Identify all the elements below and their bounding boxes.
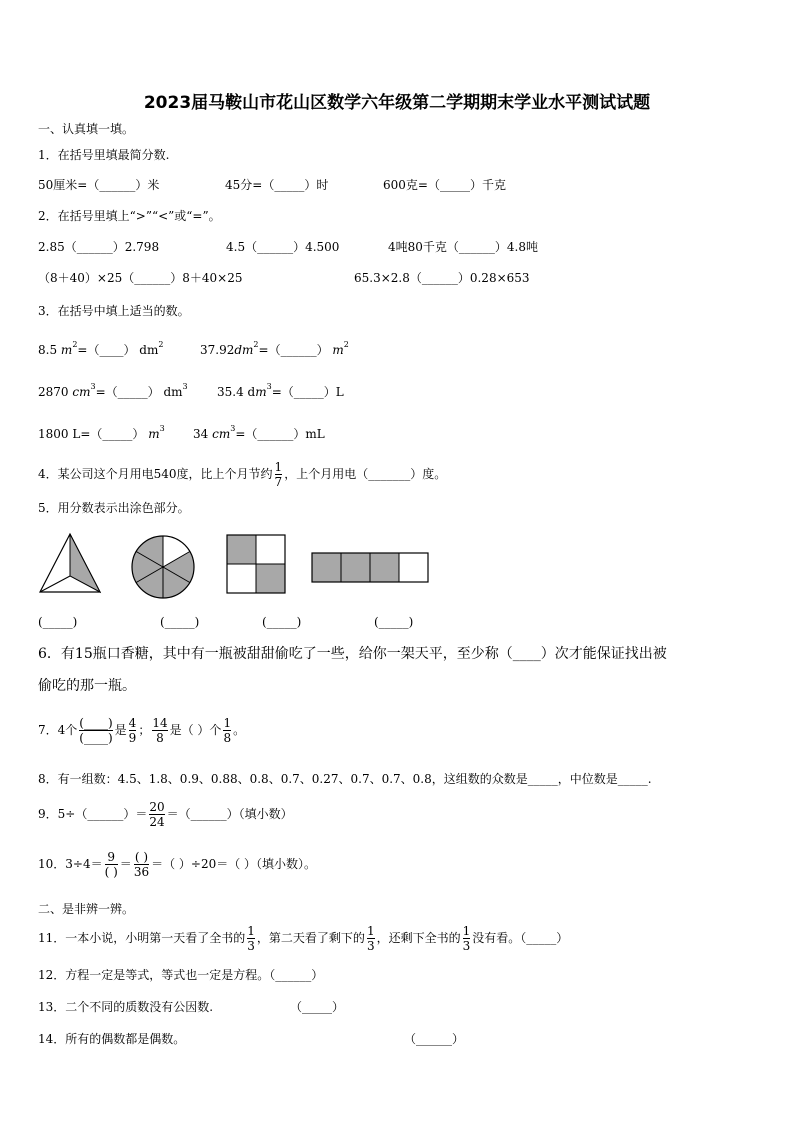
q7-fraction-4-9: [129, 716, 137, 745]
q11-text: ，还剩下全书的: [376, 931, 461, 945]
denominator: 24: [149, 815, 165, 829]
q2-label: 2．在括号里填上“>”“<”或“=”。: [38, 209, 221, 223]
unit-dm: dm: [163, 385, 183, 399]
q11-fraction-c: [463, 924, 471, 953]
numerator: 1: [274, 460, 283, 474]
q3-blank: 1800 L=（_____）: [38, 427, 145, 441]
q13-blank: （_____）: [290, 1000, 345, 1014]
unit-cm: cm: [72, 385, 91, 399]
q3-blank: =（______）: [258, 343, 329, 357]
q3-row1-left: [38, 342, 163, 360]
q3-row3-right: [193, 426, 325, 444]
q2-item-d: （8＋40）×25（______）8＋40×25: [38, 271, 243, 285]
q1-item-b: 45分=（_____）时: [225, 178, 329, 192]
exp-2: 2: [72, 340, 78, 349]
denominator: 3: [366, 939, 375, 953]
q3-value: 8.5: [38, 343, 58, 357]
numerator: 1: [223, 716, 232, 730]
q14-line: 14．所有的偶数都是偶数。: [38, 1032, 186, 1046]
square-grid-figure: [225, 533, 289, 597]
q3-blank: =（_____）L: [271, 385, 344, 399]
page-title: 2023届马鞍山市花山区数学六年级第二学期期末学业水平测试试题: [143, 93, 651, 113]
q9-line: [38, 794, 293, 834]
numerator: (____): [79, 716, 113, 730]
numerator: 20: [149, 800, 165, 814]
triangle-figure: [36, 528, 104, 598]
q10-text-pre: 10．3÷4＝: [38, 857, 103, 871]
q3-blank: =（____）: [77, 343, 136, 357]
q7-line: [38, 708, 245, 752]
exp-3: 3: [90, 382, 96, 391]
q6-line-2: 偷吃的那一瓶。: [38, 678, 136, 694]
q3-blank: =（______）mL: [235, 427, 325, 441]
denominator: 3: [247, 939, 255, 953]
q7-text: 是（ ）个: [169, 723, 222, 737]
q7-text-post: 。: [233, 723, 246, 737]
q2-item-a: 2.85（______）2.798: [38, 240, 160, 254]
q2-item-b: 4.5（______）4.500: [226, 240, 340, 254]
q7-text: 是: [114, 723, 127, 737]
bar-strip-figure: [310, 551, 430, 585]
q3-value: 2870: [38, 385, 69, 399]
q11-line: [38, 918, 568, 958]
q7-separator: ；: [138, 723, 151, 737]
q3-value: 35.4: [217, 385, 244, 399]
q5-blank-4: (_____): [374, 615, 414, 629]
q3-value: 34: [193, 427, 209, 441]
q10-fraction-2: [134, 850, 149, 879]
q7-fraction-1-8: [223, 716, 231, 745]
unit-m: m: [148, 427, 160, 441]
q3-row2-right: [217, 384, 344, 402]
numerator: 1: [462, 924, 471, 938]
denominator: 8: [223, 731, 232, 745]
q5-label: 5．用分数表示出涂色部分。: [38, 501, 190, 515]
q10-equals: ＝: [119, 857, 132, 871]
q11-fraction-b: [367, 924, 375, 953]
q5-blank-1: (_____): [38, 615, 78, 629]
q3-label: 3．在括号中填上适当的数。: [38, 304, 190, 318]
denominator: (____): [79, 731, 113, 745]
exp-2: 2: [253, 340, 259, 349]
denominator: 7: [274, 475, 283, 489]
q4-text-pre: 4．某公司这个月用电540度，比上个月节约: [38, 467, 273, 481]
q5-blank-2: (_____): [160, 615, 200, 629]
circle-figure: [128, 532, 198, 602]
numerator: 14: [152, 716, 168, 730]
q11-text-post: 没有看。（_____）: [472, 931, 569, 945]
q14-blank: （______）: [404, 1032, 465, 1046]
numerator: 4: [128, 716, 137, 730]
unit-m: m: [60, 343, 73, 357]
q10-text-post: ＝（ ）÷20＝（ ）（填小数）。: [151, 857, 317, 871]
q12-line: 12．方程一定是等式，等式也一定是方程。（______）: [38, 968, 324, 982]
unit-m: m: [255, 385, 267, 399]
q10-fraction-1: [105, 850, 118, 879]
q5-blank-3: (_____): [262, 615, 302, 629]
numerator: ( ): [134, 850, 149, 864]
q7-text-pre: 7．4个: [38, 723, 78, 737]
numerator: 9: [107, 850, 116, 864]
q7-fraction-blank: [79, 716, 112, 745]
q3-blank: =（_____）: [95, 385, 160, 399]
q3-row1-right: [200, 342, 349, 360]
q3-row2-left: [38, 384, 188, 402]
denominator: 36: [133, 865, 150, 879]
q8-line: 8．有一组数：4.5、1.8、0.9、0.88、0.8、0.7、0.27、0.7、0.7、0.8，这组数的众数是_____，中位数是_____.: [38, 772, 652, 786]
numerator: 1: [366, 924, 375, 938]
numerator: 1: [247, 924, 255, 938]
exp-3: 3: [230, 424, 236, 433]
unit-m: m: [332, 343, 344, 357]
exp-3: 3: [182, 382, 188, 391]
denominator: 9: [128, 731, 137, 745]
q3-row3-left: [38, 426, 165, 444]
q11-text-pre: 11．一本小说，小明第一天看了全书的: [38, 931, 246, 945]
q4-line: [38, 454, 446, 494]
section-2-heading: 二、是非辨一辨。: [38, 902, 135, 916]
q2-item-c: 4吨80千克（______）4.8吨: [388, 240, 538, 254]
q4-fraction: [275, 460, 283, 489]
exp-3: 3: [266, 382, 272, 391]
denominator: ( ): [104, 865, 118, 879]
denominator: 8: [152, 730, 167, 745]
section-1-heading: 一、认真填一填。: [38, 122, 135, 136]
denominator: 3: [462, 939, 471, 953]
q2-item-e: 65.3×2.8（______）0.28×653: [354, 271, 530, 285]
exp-3: 3: [159, 424, 165, 433]
unit-dm: dm: [234, 343, 254, 357]
q1-item-a: 50厘米=（______）米: [38, 178, 160, 192]
exp-2: 2: [158, 340, 164, 349]
q13-line: 13．二个不同的质数没有公因数.: [38, 1000, 214, 1014]
unit-dm: dm: [139, 343, 159, 357]
q11-text: ，第二天看了剩下的: [256, 931, 365, 945]
unit-d: d: [247, 385, 256, 399]
q9-text-post: ＝（______）（填小数）: [166, 807, 293, 821]
q10-line: [38, 842, 316, 886]
q7-fraction-14-8: [152, 716, 167, 745]
q9-text-pre: 9．5÷（______）＝: [38, 807, 148, 821]
q1-item-c: 600克=（_____）千克: [383, 178, 506, 192]
q3-value: 37.92: [200, 343, 235, 357]
exp-2: 2: [343, 340, 349, 349]
q4-text-post: ，上个月用电（_______）度。: [284, 467, 447, 481]
unit-cm: cm: [212, 427, 231, 441]
q9-fraction: [149, 800, 164, 829]
q1-label: 1．在括号里填最简分数.: [38, 148, 170, 162]
q11-fraction-a: [247, 924, 255, 953]
q6-line-1: 6．有15瓶口香糖，其中有一瓶被甜甜偷吃了一些，给你一架天平，至少称（____）次才能保证找出被: [38, 646, 667, 662]
